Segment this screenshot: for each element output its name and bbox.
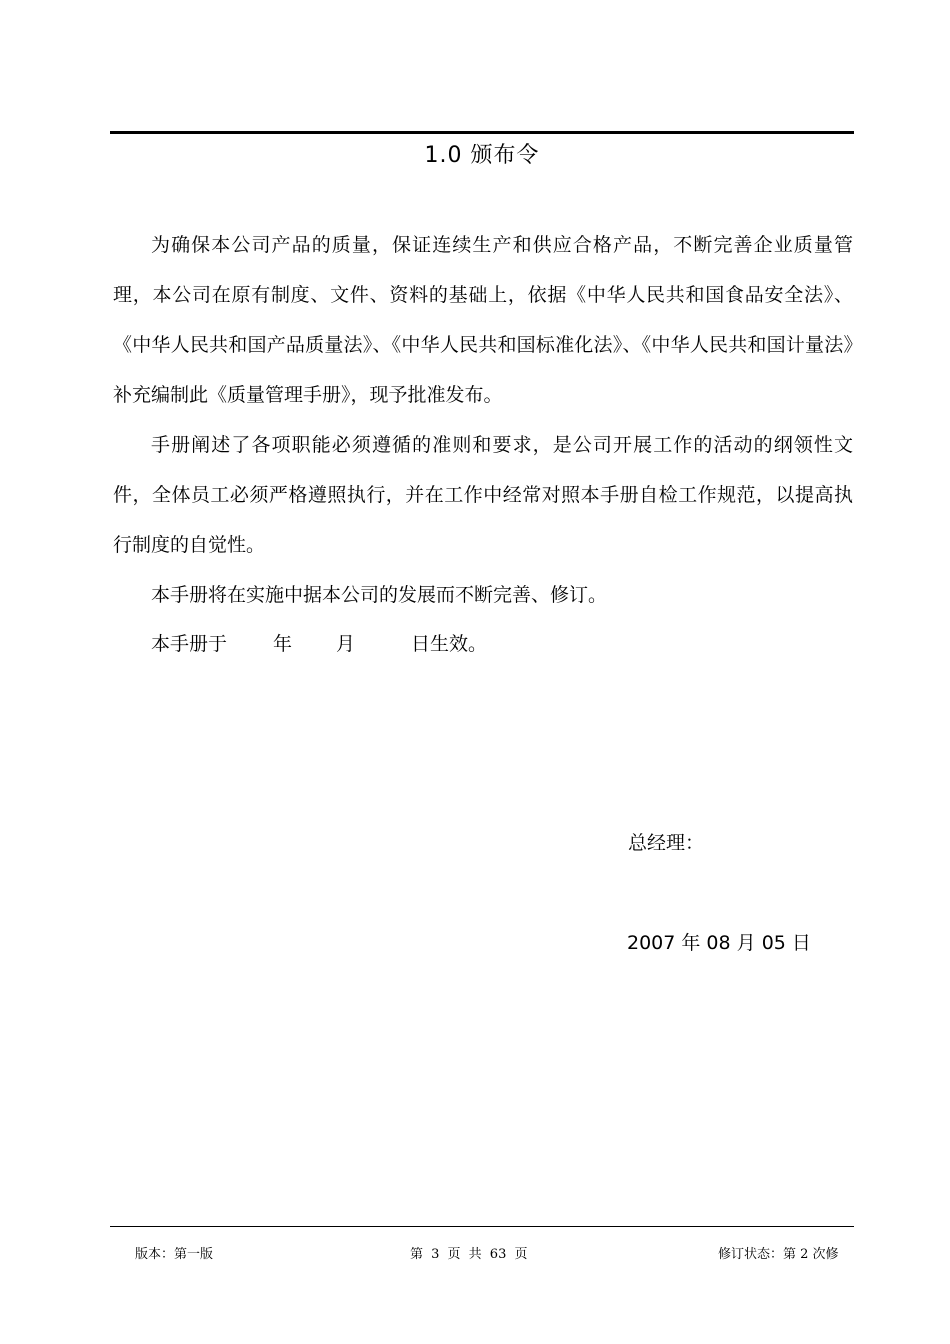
footer-page-number: 第 3 页 共 63 页 — [410, 1247, 528, 1262]
footer-version: 版本：第一版 — [135, 1247, 214, 1262]
footer-rule — [110, 1226, 854, 1227]
effective-date-line — [113, 619, 853, 669]
header-rule — [110, 131, 854, 134]
paragraph-purpose: 为确保本公司产品的质量，保证连续生产和供应合格产品，不断完善企业质量管理，本公司在原有制度、文件、资料的基础上，依据《中华人民共和国食品安全法》、《中华人民共和国产品质量法》、《中华人民共和国标准化法》、《中华人民共和国计量法》补充编制此《质量管理手册》，现予批准发布。 — [113, 234, 853, 406]
effective-year-label: 年 — [273, 633, 293, 655]
paragraph-revision: 本手册将在实施中据本公司的发展而不断完善、修订。 — [151, 584, 608, 606]
page-title: 1.0 颁布令 — [424, 143, 540, 168]
effective-suffix: 日生效。 — [411, 633, 488, 655]
paragraph-description: 手册阐述了各项职能必须遵循的准则和要求，是公司开展工作的活动的纲领性文件，全体员工必须严格遵照执行，并在工作中经常对照本手册自检工作规范，以提高执行制度的自觉性。 — [113, 434, 853, 556]
footer-revision-status: 修订状态：第 2 次修 — [718, 1247, 839, 1262]
effective-prefix: 本手册于 — [151, 633, 228, 655]
effective-month-label: 月 — [336, 633, 356, 655]
issue-date: 2007 年 08 月 05 日 — [627, 932, 811, 954]
signer-label: 总经理： — [628, 832, 705, 854]
